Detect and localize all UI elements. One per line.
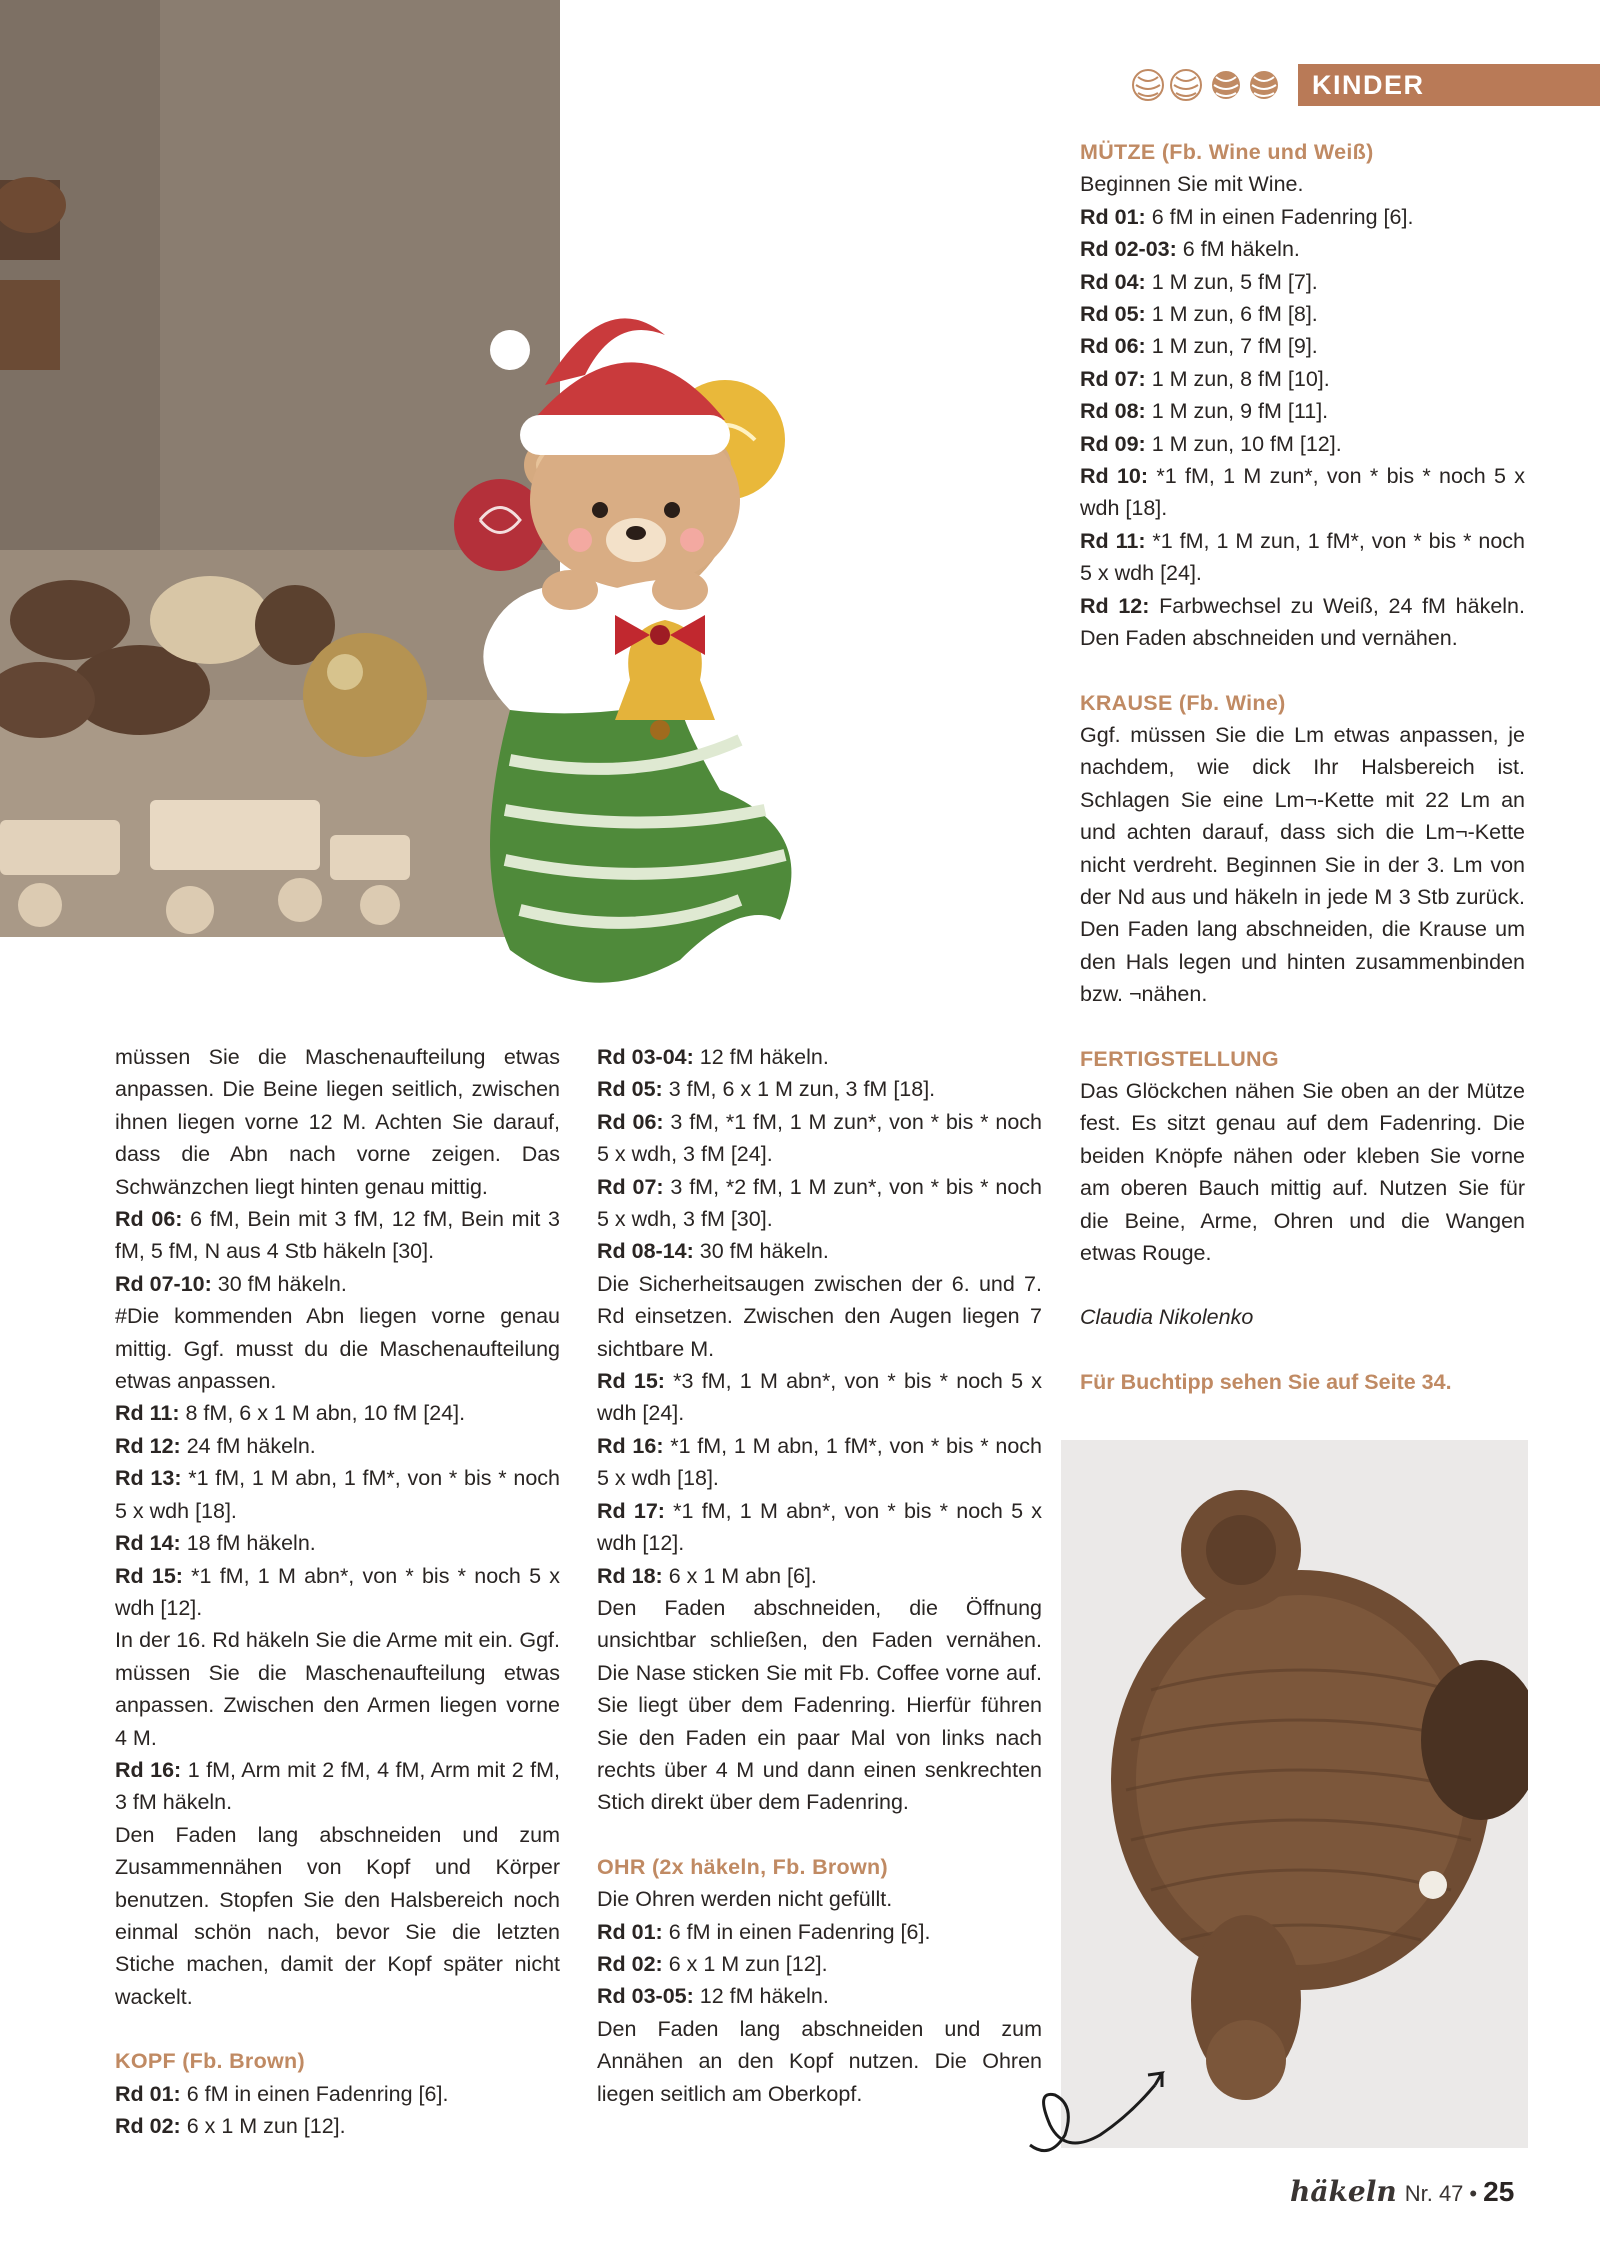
row-text: 6 x 1 M abn [6]. [662, 1563, 817, 1588]
teddy-stocking-illustration [440, 290, 800, 1000]
instruction-row [597, 1560, 1042, 1592]
instruction-row [597, 1073, 1042, 1105]
row-label: Rd 07: [597, 1174, 664, 1199]
row-label: Rd 16: [597, 1433, 664, 1458]
instruction-row [1080, 233, 1525, 265]
row-text: 1 M zun, 5 fM [7]. [1145, 269, 1318, 294]
row-text: *1 fM, 1 M abn*, von * bis * noch 5 x wdh [12]. [597, 1498, 1042, 1556]
row-text: 6 x 1 M zun [12]. [662, 1951, 828, 1976]
instruction-row [1080, 298, 1525, 330]
paragraph: Den Faden lang abschneiden und zum Annähen an den Kopf nutzen. Die Ohren liegen seitlich am Oberkopf. [597, 2016, 1042, 2106]
instruction-row [115, 2110, 560, 2142]
row-text: 3 fM, 6 x 1 M zun, 3 fM [18]. [662, 1077, 936, 1102]
row-text: Farbwechsel zu Weiß, 24 fM häkeln. Den Faden abschneiden und vernähen. [1080, 593, 1525, 651]
row-label: Rd 12: [1080, 593, 1150, 618]
issue-number: Nr. 47 [1404, 2181, 1464, 2206]
row-text: 1 M zun, 9 fM [11]. [1145, 399, 1329, 424]
row-text: 24 fM häkeln. [180, 1433, 316, 1458]
row-label: Rd 12: [115, 1433, 181, 1458]
row-text: 6 fM in einen Fadenring [6]. [1145, 204, 1414, 229]
row-text: 3 fM, *1 fM, 1 M zun*, von * bis * noch 5 x wdh, 3 fM [24]. [597, 1109, 1042, 1167]
row-label: Rd 02: [597, 1951, 663, 1976]
instruction-row [115, 1397, 560, 1429]
fertigstellung-text: Das Glöckchen nähen Sie oben an der Mütze fest. Es sitzt genau auf dem Fadenring. Die beiden Knöpfe nähen oder kleben Sie vorne am oberen Bauch mittig auf. Nutzen Sie für die Beine, Arme, Ohren und die Wangen etwas Rouge. [1080, 1078, 1525, 1265]
row-label: Rd 13: [115, 1466, 182, 1491]
row-label: Rd 16: [115, 1757, 182, 1782]
row-text: 12 fM häkeln. [693, 1045, 829, 1069]
row-label: Rd 02: [115, 2114, 181, 2138]
row-text: 3 fM, *2 fM, 1 M zun*, von * bis * noch 5 x wdh, 3 fM [30]. [597, 1174, 1042, 1232]
magazine-brand: häkeln [1290, 2175, 1397, 2208]
heading-muetze: MÜTZE (Fb. Wine und Weiß) [1080, 140, 1374, 164]
row-label: Rd 11: [1080, 528, 1146, 553]
page-number: 25 [1483, 2176, 1515, 2207]
row-label: Rd 01: [597, 1919, 663, 1944]
row-text: *1 fM, 1 M zun*, von * bis * noch 5 x wdh [18]. [1080, 464, 1525, 521]
column-left [115, 1041, 560, 2142]
row-text: 12 fM häkeln. [693, 1984, 829, 2009]
instruction-row [1080, 525, 1525, 590]
row-label: Rd 06: [115, 1207, 183, 1232]
ohr-intro: Die Ohren werden nicht gefüllt. [597, 1887, 893, 1912]
heading-fertigstellung: FERTIGSTELLUNG [1080, 1046, 1279, 1071]
row-label: Rd 03-04: [597, 1045, 694, 1069]
row-text: 1 M zun, 7 fM [9]. [1145, 334, 1318, 359]
yarn-ball-icons [1130, 67, 1285, 103]
instruction-row [597, 1171, 1042, 1236]
row-text: *1 fM, 1 M abn*, von * bis * noch 5 x wdh [12]. [115, 1563, 560, 1620]
row-label: Rd 09: [1080, 431, 1146, 456]
instruction-row [597, 1495, 1042, 1560]
instruction-row [597, 1430, 1042, 1495]
paragraph: Die Sicherheitsaugen zwischen der 6. und 7. Rd einsetzen. Zwischen den Augen liegen 7 sichtbare M. [597, 1271, 1042, 1361]
instruction-row [597, 1948, 1042, 1980]
footer-separator: • [1469, 2181, 1478, 2206]
row-label: Rd 07-10: [115, 1271, 212, 1296]
row-label: Rd 01: [1080, 204, 1146, 229]
instruction-row [115, 1203, 560, 1268]
instruction-row [115, 1560, 560, 1625]
section-label: KINDER [1298, 64, 1600, 106]
instruction-row [1080, 201, 1525, 233]
author-name: Claudia Nikolenko [1080, 1305, 1254, 1330]
row-label: Rd 17: [597, 1498, 665, 1523]
instruction-row [597, 1916, 1042, 1948]
heading-kopf: KOPF (Fb. Brown) [115, 2049, 305, 2074]
instruction-row [597, 1106, 1042, 1171]
teddy-stocking-drawing [440, 290, 800, 1000]
row-text: 6 fM in einen Fadenring [6]. [180, 2081, 449, 2106]
row-text: 1 M zun, 10 fM [12]. [1145, 431, 1342, 456]
row-label: Rd 15: [597, 1369, 665, 1394]
heading-krause: KRAUSE (Fb. Wine) [1080, 690, 1286, 715]
crochet-bear-photo [1061, 1440, 1528, 2148]
buchtipp-link: Für Buchtipp sehen Sie auf Seite 34. [1080, 1369, 1452, 1394]
row-label: Rd 06: [1080, 334, 1146, 359]
crochet-bear-drawing [1061, 1440, 1528, 2148]
instruction-row [1080, 395, 1525, 427]
instruction-row [597, 1365, 1042, 1430]
instruction-row [1080, 330, 1525, 362]
row-text: *1 fM, 1 M abn, 1 fM*, von * bis * noch 5 x wdh [18]. [115, 1466, 560, 1523]
instruction-row [1080, 428, 1525, 460]
paragraph: In der 16. Rd häkeln Sie die Arme mit ein. Ggf. müssen Sie die Maschenaufteilung etwas anpassen. Zwischen den Armen liegen vorne 4 M. [115, 1628, 560, 1750]
row-text: 30 fM häkeln. [693, 1239, 829, 1264]
column-middle [597, 1041, 1042, 2110]
row-text: 1 M zun, 6 fM [8]. [1145, 302, 1318, 327]
section-header [1130, 64, 1600, 106]
instruction-row [115, 2078, 560, 2110]
row-label: Rd 04: [1080, 269, 1146, 294]
row-label: Rd 11: [115, 1401, 180, 1426]
row-text: 8 fM, 6 x 1 M abn, 10 fM [24]. [179, 1401, 466, 1426]
row-label: Rd 03-05: [597, 1984, 694, 2009]
instruction-row [1080, 266, 1525, 298]
column-right [1080, 136, 1525, 1398]
instruction-row [1080, 363, 1525, 395]
instruction-row [115, 1268, 560, 1300]
row-label: Rd 08-14: [597, 1239, 694, 1264]
instruction-row [115, 1430, 560, 1462]
krause-text: Ggf. müssen Sie die Lm etwas anpassen, je nachdem, wie dick Ihr Halsbereich ist. Schlagen Sie eine Lm¬-Kette mit 22 Lm an und achten darauf, dass sich die Lm¬-Kette nicht verdreht. Beginnen Sie in der 3. Lm von der Nd aus und häkeln in jede M 3 Stb zurück. Den Faden lang abschneiden, die Krause um den Hals legen und hinten zusammenbinden bzw. ¬nähen. [1080, 722, 1525, 1007]
muetze-intro: Beginnen Sie mit Wine. [1080, 172, 1304, 197]
row-text: 6 fM in einen Fadenring [6]. [662, 1919, 931, 1944]
row-label: Rd 06: [597, 1109, 664, 1134]
row-label: Rd 14: [115, 1531, 181, 1556]
row-label: Rd 05: [1080, 302, 1146, 327]
instruction-row [115, 1462, 560, 1527]
row-label: Rd 15: [115, 1563, 183, 1588]
row-text: 6 fM, Bein mit 3 fM, 12 fM, Bein mit 3 fM, 5 fM, N aus 4 Stb häkeln [30]. [115, 1207, 560, 1264]
instruction-row [115, 1527, 560, 1559]
row-text: 6 fM häkeln. [1176, 237, 1300, 262]
instruction-row [597, 1041, 1042, 1073]
paragraph: Den Faden lang abschneiden und zum Zusammennähen von Kopf und Körper benutzen. Stopfen Sie den Halsbereich noch einmal schön nach, bevor Sie die letzten Stiche machen, damit der Kopf später nicht wackelt. [115, 1822, 560, 2009]
paragraph: müssen Sie die Maschenaufteilung etwas anpassen. Die Beine liegen seitlich, zwischen ihnen liegen vorne 12 M. Achten Sie darauf, dass die Abn nach vorne zeigen. Das Schwänzchen liegt hinten genau mittig. [115, 1045, 560, 1199]
row-text: 30 fM häkeln. [211, 1271, 347, 1296]
instruction-row [1080, 590, 1525, 655]
instruction-row [1080, 460, 1525, 525]
paragraph-note: #Die kommenden Abn liegen vorne genau mittig. Ggf. musst du die Maschenaufteilung etwas anpassen. [115, 1304, 560, 1394]
row-text: 6 x 1 M zun [12]. [180, 2114, 346, 2138]
row-text: *3 fM, 1 M abn*, von * bis * noch 5 x wdh [24]. [597, 1369, 1042, 1426]
heading-ohr: OHR (2x häkeln, Fb. Brown) [597, 1854, 888, 1879]
row-label: Rd 07: [1080, 366, 1146, 391]
instruction-row [597, 1980, 1042, 2012]
page-footer [1290, 2175, 1540, 2215]
row-label: Rd 18: [597, 1563, 663, 1588]
instruction-row [115, 1754, 560, 1819]
swirl-arrow-icon [1025, 2050, 1175, 2160]
row-label: Rd 01: [115, 2081, 181, 2106]
row-label: Rd 10: [1080, 464, 1149, 489]
row-label: Rd 08: [1080, 399, 1146, 424]
row-text: 1 M zun, 8 fM [10]. [1145, 366, 1330, 391]
row-text: *1 fM, 1 M zun, 1 fM*, von * bis * noch 5 x wdh [24]. [1080, 528, 1525, 586]
row-text: *1 fM, 1 M abn, 1 fM*, von * bis * noch 5 x wdh [18]. [597, 1433, 1042, 1491]
row-label: Rd 05: [597, 1077, 663, 1102]
row-label: Rd 02-03: [1080, 237, 1177, 262]
instruction-row [597, 1235, 1042, 1267]
row-text: 1 fM, Arm mit 2 fM, 4 fM, Arm mit 2 fM, 3 fM häkeln. [115, 1757, 560, 1815]
paragraph: Den Faden abschneiden, die Öffnung unsichtbar schließen, den Faden vernähen. Die Nase sticken Sie mit Fb. Coffee vorne auf. Sie liegt über dem Fadenring. Hierfür führen Sie den Faden ein paar Mal von links nach rechts über 4 M und dann einen senkrechten Stich direkt über dem Fadenring. [597, 1595, 1042, 1815]
row-text: 18 fM häkeln. [180, 1531, 316, 1556]
